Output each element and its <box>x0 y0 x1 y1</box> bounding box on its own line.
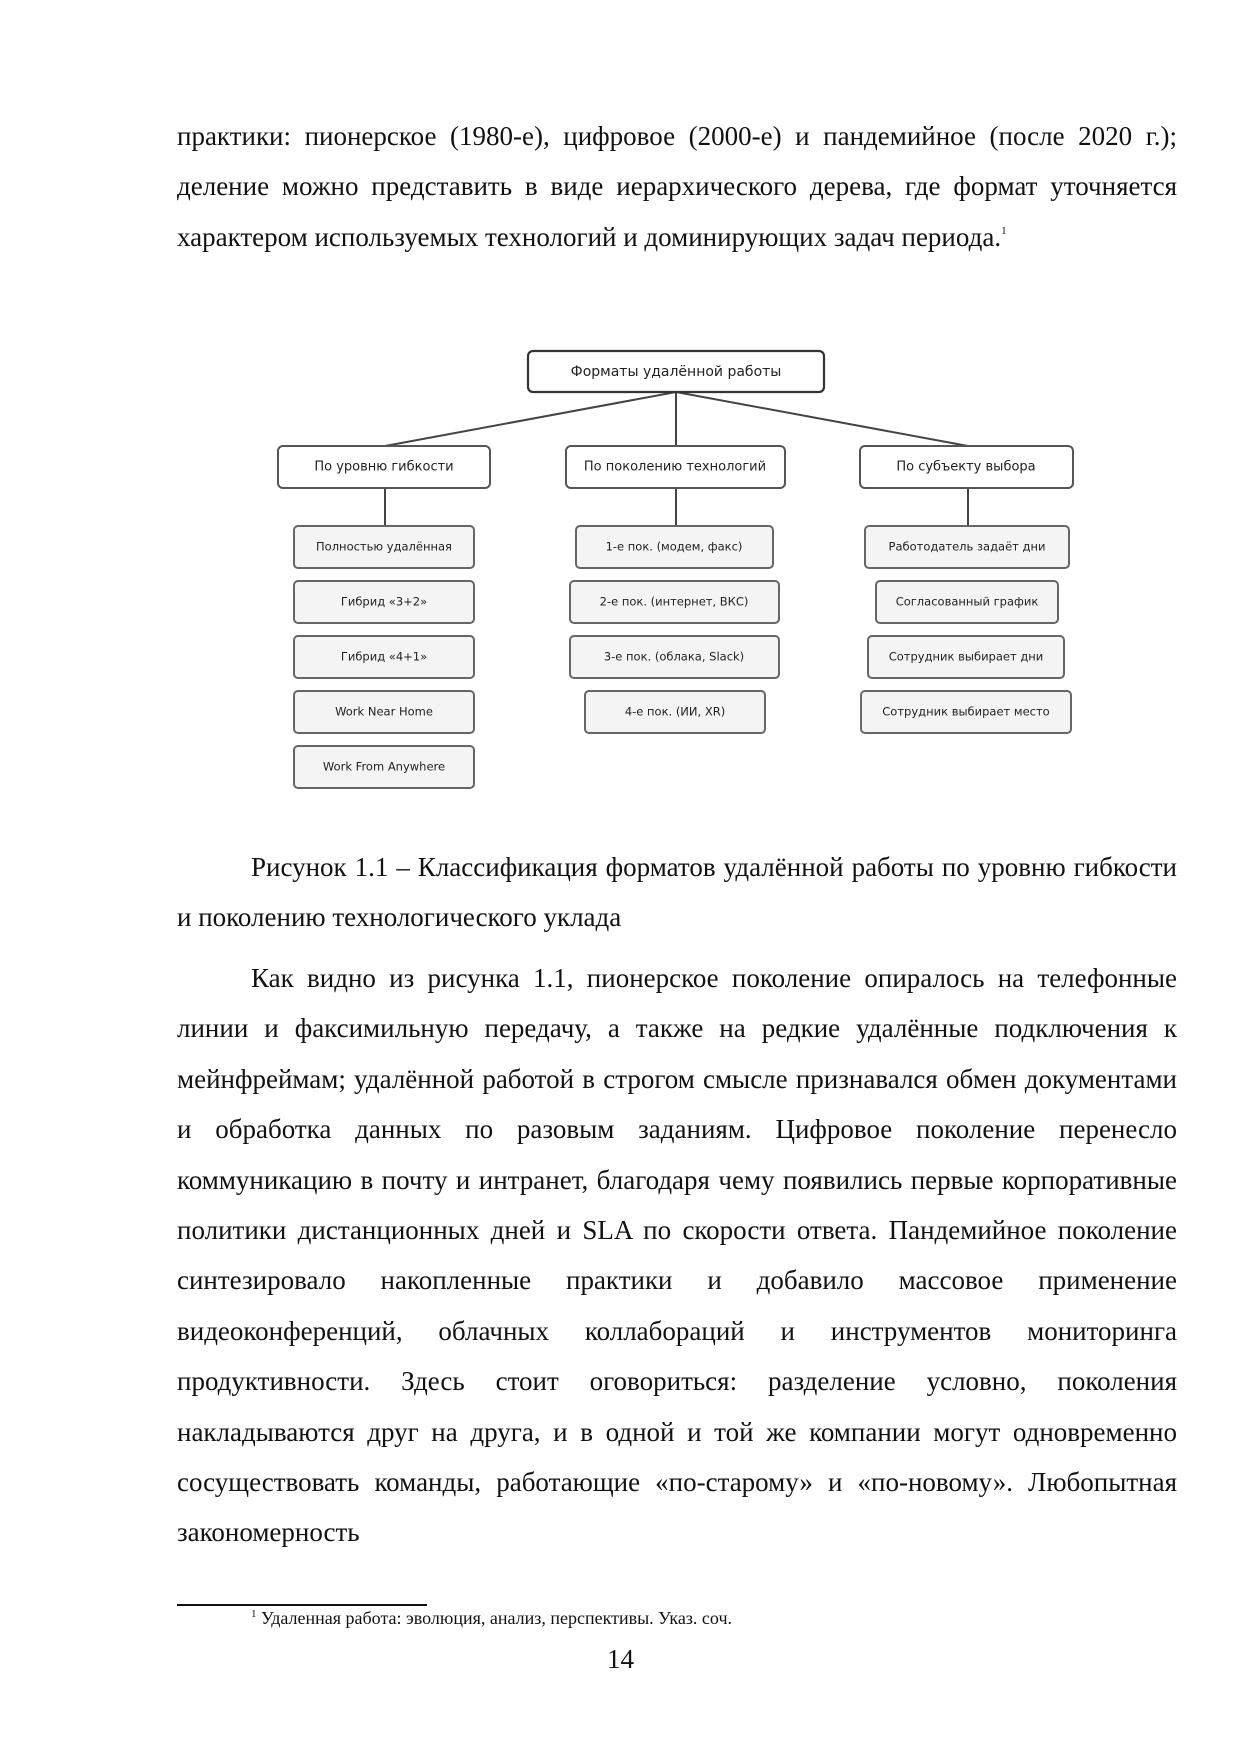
item-label: 2-е пок. (интернет, ВКС) <box>599 594 749 609</box>
category-items-choice-subject <box>861 526 1071 733</box>
edge-root-cat-2 <box>676 392 968 446</box>
paragraph-top-text: практики: пионерское (1980-е), цифровое (2000-е) и пандемийное (после 2020 г.); деление можно представить в виде иерархического дерева, где формат уточняется характером используемых технологий и доминирующих задач периода. <box>177 121 1177 252</box>
item-label: Полностью удалённая <box>316 539 452 554</box>
category-node-flexibility <box>278 446 490 488</box>
figure-caption: Рисунок 1.1 – Классификация форматов удалённой работы по уровню гибкости и поколению технологического уклада <box>177 852 1177 933</box>
footnote-reference: 1 <box>1001 224 1007 237</box>
item-label: Work Near Home <box>335 704 433 719</box>
item-label: 4-е пок. (ИИ, XR) <box>624 704 726 719</box>
page-number: 14 <box>607 1644 634 1674</box>
item-label: Работодатель задаёт дни <box>888 539 1046 554</box>
footnote-number: 1 <box>251 1608 257 1620</box>
paragraph-main: Как видно из рисунка 1.1, пионерское поколение опиралось на телефонные линии и факсимильную передачу, а также на редкие удалённые подключения к мейнфреймам; удалённой работой в строгом смысле признавался обмен документами и обработка данных по разовым заданиям. Цифровое поколение перенесло коммуникацию в почту и интранет, благодаря чему появились первые корпоративные политики дистанционных дней и SLA по скорости ответа. Пандемийное поколение синтезировало накопленные практики и добавило массовое применение видеоконференций, облачных коллабораций и инструментов мониторинга продуктивности. Здесь стоит оговориться: разделение условно, поколения накладываются друг на друга, и в одной и той же компании могут одновременно сосуществовать команды, работающие «по-старому» и «по-новому». Любопытная закономерность <box>177 963 1177 1548</box>
category-label: По субъекту выбора <box>896 459 1036 475</box>
tree-root-node <box>528 351 824 392</box>
category-label: По уровню гибкости <box>314 459 454 475</box>
category-label: По поколению технологий <box>583 459 767 475</box>
item-label: Гибрид «4+1» <box>340 649 428 664</box>
footnote <box>251 1605 732 1631</box>
tree-root-label: Форматы удалённой работы <box>570 364 782 380</box>
item-label: 3-е пок. (облака, Slack) <box>603 649 745 664</box>
edge-root-cat-0 <box>385 392 676 446</box>
category-items-technology <box>570 526 779 733</box>
footnote-text: Удаленная работа: эволюция, анализ, перспективы. Указ. соч. <box>261 1608 732 1628</box>
category-node-technology <box>566 446 785 488</box>
category-node-choice-subject <box>860 446 1073 488</box>
item-label: Гибрид «3+2» <box>340 594 428 609</box>
item-label: Согласованный график <box>895 594 1039 609</box>
item-label: Сотрудник выбирает дни <box>888 649 1044 664</box>
item-label: Work From Anywhere <box>322 759 446 774</box>
category-items-flexibility <box>294 526 474 788</box>
item-label: 1-е пок. (модем, факс) <box>605 539 743 554</box>
item-label: Сотрудник выбирает место <box>882 704 1050 719</box>
